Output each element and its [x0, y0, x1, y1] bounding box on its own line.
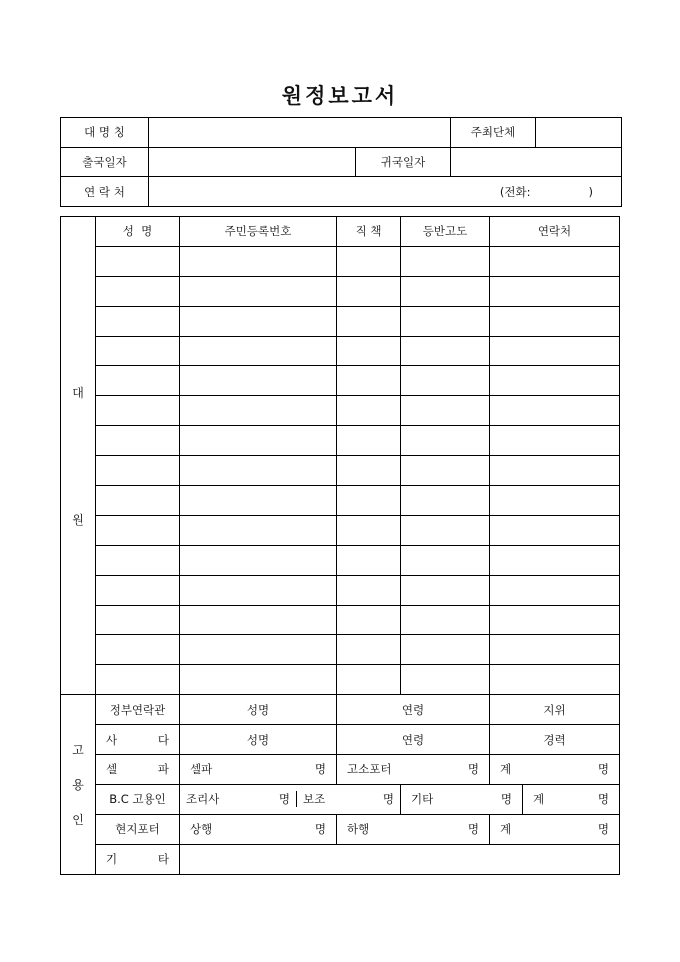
member-row	[61, 545, 620, 575]
member-altitude-cell[interactable]	[401, 246, 490, 276]
member-row	[61, 246, 620, 276]
member-row	[61, 396, 620, 426]
member-contact-cell[interactable]	[490, 396, 620, 426]
member-id-cell[interactable]	[180, 306, 337, 336]
unit-label: 명	[278, 792, 290, 807]
employment-side-label-3: 인	[72, 812, 84, 827]
members-side-label	[61, 217, 96, 695]
member-contact-cell[interactable]	[490, 456, 620, 486]
unit-label: 명	[314, 762, 326, 777]
member-contact-cell[interactable]	[490, 276, 620, 306]
unit-label: 명	[500, 792, 512, 807]
member-position-cell[interactable]	[337, 545, 401, 575]
member-name-cell[interactable]	[96, 426, 180, 456]
sirdar-label	[96, 725, 180, 755]
high-porter-label: 고소포터	[347, 762, 392, 777]
etc-label-2: 타	[157, 852, 169, 867]
bc-staff-label: B.C 고용인	[96, 784, 180, 814]
member-row	[61, 605, 620, 635]
sirdar-name-label: 성명	[180, 725, 337, 755]
member-position-cell[interactable]	[337, 456, 401, 486]
member-row	[61, 665, 620, 695]
members-side-label-bottom: 원	[72, 512, 84, 527]
unit-label: 명	[467, 822, 479, 837]
member-name-cell[interactable]	[96, 575, 180, 605]
member-id-cell[interactable]	[180, 515, 337, 545]
contact-row	[61, 177, 622, 207]
porter-total-cell[interactable]	[490, 814, 620, 844]
member-position-cell[interactable]	[337, 336, 401, 366]
member-name-cell[interactable]	[96, 306, 180, 336]
descent-count-cell[interactable]	[337, 814, 490, 844]
team-name-field[interactable]	[149, 118, 451, 148]
member-position-cell[interactable]	[337, 515, 401, 545]
header-contact: 연락처	[490, 217, 620, 247]
member-altitude-cell[interactable]	[401, 545, 490, 575]
sherpa-total-cell[interactable]	[490, 755, 620, 785]
sirdar-label-2: 다	[157, 732, 169, 747]
member-name-cell[interactable]	[96, 665, 180, 695]
high-porter-count-cell[interactable]	[337, 755, 490, 785]
member-row	[61, 336, 620, 366]
member-altitude-cell[interactable]	[401, 665, 490, 695]
members-header-row	[61, 217, 620, 247]
gov-liaison-row	[61, 695, 620, 725]
sirdar-label-1: 사	[106, 732, 118, 747]
member-row	[61, 575, 620, 605]
sirdar-row	[61, 725, 620, 755]
member-position-cell[interactable]	[337, 306, 401, 336]
ascent-label: 상행	[190, 822, 213, 837]
etc-label	[96, 844, 180, 874]
member-position-cell[interactable]	[337, 486, 401, 516]
header-position: 직 책	[337, 217, 401, 247]
member-position-cell[interactable]	[337, 665, 401, 695]
member-contact-cell[interactable]	[490, 426, 620, 456]
page-title: 원정보고서	[281, 83, 399, 108]
assistant-count-cell[interactable]	[297, 791, 400, 807]
member-position-cell[interactable]	[337, 246, 401, 276]
member-id-cell[interactable]	[180, 276, 337, 306]
member-position-cell[interactable]	[337, 605, 401, 635]
gov-liaison-age-label: 연령	[337, 695, 490, 725]
member-name-cell[interactable]	[96, 605, 180, 635]
member-position-cell[interactable]	[337, 396, 401, 426]
cook-label: 조리사	[186, 792, 220, 807]
sherpa-label-1: 셀	[106, 762, 118, 777]
descent-label: 하행	[347, 822, 370, 837]
member-row	[61, 635, 620, 665]
member-id-cell[interactable]	[180, 366, 337, 396]
other-label: 기타	[411, 792, 434, 807]
expedition-info-table	[60, 117, 622, 207]
contact-label: 연 락 처	[61, 177, 149, 207]
member-altitude-cell[interactable]	[401, 486, 490, 516]
member-altitude-cell[interactable]	[401, 515, 490, 545]
member-contact-cell[interactable]	[490, 336, 620, 366]
member-altitude-cell[interactable]	[401, 306, 490, 336]
members-table	[60, 216, 620, 875]
member-position-cell[interactable]	[337, 635, 401, 665]
member-position-cell[interactable]	[337, 276, 401, 306]
member-contact-cell[interactable]	[490, 635, 620, 665]
sherpa-count-cell[interactable]	[180, 755, 337, 785]
member-altitude-cell[interactable]	[401, 336, 490, 366]
member-name-cell[interactable]	[96, 336, 180, 366]
phone-close: )	[588, 184, 593, 199]
member-id-cell[interactable]	[180, 336, 337, 366]
unit-label: 명	[597, 762, 609, 777]
member-name-cell[interactable]	[96, 246, 180, 276]
member-contact-cell[interactable]	[490, 605, 620, 635]
ascent-count-cell[interactable]	[180, 814, 337, 844]
member-altitude-cell[interactable]	[401, 575, 490, 605]
assistant-label: 보조	[303, 792, 326, 807]
unit-label: 명	[597, 822, 609, 837]
member-contact-cell[interactable]	[490, 486, 620, 516]
gov-liaison-position-label: 지위	[490, 695, 620, 725]
member-name-cell[interactable]	[96, 396, 180, 426]
member-position-cell[interactable]	[337, 426, 401, 456]
phone-label: (전화:	[499, 184, 531, 199]
member-position-cell[interactable]	[337, 575, 401, 605]
members-side-label-top: 대	[72, 385, 84, 400]
employment-side-label	[61, 695, 96, 874]
header-name: 성 명	[96, 217, 180, 247]
member-row	[61, 306, 620, 336]
etc-label-1: 기	[106, 852, 118, 867]
member-contact-cell[interactable]	[490, 665, 620, 695]
member-id-cell[interactable]	[180, 396, 337, 426]
member-id-cell[interactable]	[180, 605, 337, 635]
member-id-cell[interactable]	[180, 456, 337, 486]
gov-liaison-name-label: 성명	[180, 695, 337, 725]
member-name-cell[interactable]	[96, 515, 180, 545]
member-row	[61, 515, 620, 545]
bc-total-cell[interactable]	[523, 784, 620, 814]
member-contact-cell[interactable]	[490, 515, 620, 545]
bc-staff-row	[61, 784, 620, 814]
member-id-cell[interactable]	[180, 246, 337, 276]
member-id-cell[interactable]	[180, 426, 337, 456]
member-name-cell[interactable]	[96, 456, 180, 486]
member-name-cell[interactable]	[96, 276, 180, 306]
member-row	[61, 366, 620, 396]
member-altitude-cell[interactable]	[401, 276, 490, 306]
unit-label: 명	[382, 792, 394, 807]
member-row	[61, 276, 620, 306]
member-id-cell[interactable]	[180, 635, 337, 665]
member-position-cell[interactable]	[337, 366, 401, 396]
local-porter-label: 현지포터	[96, 814, 180, 844]
member-row	[61, 486, 620, 516]
member-altitude-cell[interactable]	[401, 605, 490, 635]
total-label: 계	[500, 822, 512, 837]
member-id-cell[interactable]	[180, 575, 337, 605]
member-name-cell[interactable]	[96, 545, 180, 575]
employment-side-label-1: 고	[72, 742, 84, 757]
host-org-field[interactable]	[536, 118, 622, 148]
return-field[interactable]	[451, 147, 622, 177]
member-altitude-cell[interactable]	[401, 366, 490, 396]
gov-liaison-label: 정부연락관	[96, 695, 180, 725]
member-row	[61, 426, 620, 456]
contact-field[interactable]	[149, 177, 622, 207]
member-contact-cell[interactable]	[490, 246, 620, 276]
cook-count-cell[interactable]	[180, 791, 297, 807]
member-row	[61, 456, 620, 486]
member-contact-cell[interactable]	[490, 575, 620, 605]
sherpa-row	[61, 755, 620, 785]
team-name-row	[61, 118, 622, 148]
employment-side-label-2: 용	[72, 777, 84, 792]
return-label: 귀국일자	[356, 147, 451, 177]
member-altitude-cell[interactable]	[401, 456, 490, 486]
header-id-number: 주민등록번호	[180, 217, 337, 247]
departure-label: 출국일자	[61, 147, 149, 177]
member-altitude-cell[interactable]	[401, 426, 490, 456]
total-label: 계	[533, 792, 545, 807]
sherpa-label	[96, 755, 180, 785]
member-name-cell[interactable]	[96, 366, 180, 396]
unit-label: 명	[467, 762, 479, 777]
member-name-cell[interactable]	[96, 635, 180, 665]
other-count-cell[interactable]	[401, 784, 523, 814]
member-id-cell[interactable]	[180, 486, 337, 516]
member-contact-cell[interactable]	[490, 545, 620, 575]
sherpa-cell-label: 셀파	[190, 762, 213, 777]
member-id-cell[interactable]	[180, 665, 337, 695]
member-contact-cell[interactable]	[490, 366, 620, 396]
sirdar-age-label: 연령	[337, 725, 490, 755]
member-altitude-cell[interactable]	[401, 396, 490, 426]
member-id-cell[interactable]	[180, 545, 337, 575]
sherpa-label-2: 파	[157, 762, 169, 777]
unit-label: 명	[597, 792, 609, 807]
local-porter-row	[61, 814, 620, 844]
member-name-cell[interactable]	[96, 486, 180, 516]
dates-row	[61, 147, 622, 177]
etc-row	[61, 844, 620, 874]
header-altitude: 등반고도	[401, 217, 490, 247]
member-altitude-cell[interactable]	[401, 635, 490, 665]
host-org-label: 주최단체	[451, 118, 536, 148]
etc-field[interactable]	[180, 844, 620, 874]
unit-label: 명	[314, 822, 326, 837]
member-contact-cell[interactable]	[490, 306, 620, 336]
total-label: 계	[500, 762, 512, 777]
team-name-label: 대 명 칭	[61, 118, 149, 148]
sirdar-experience-label: 경력	[490, 725, 620, 755]
departure-field[interactable]	[149, 147, 356, 177]
bc-staff-detail-cell	[180, 784, 401, 814]
